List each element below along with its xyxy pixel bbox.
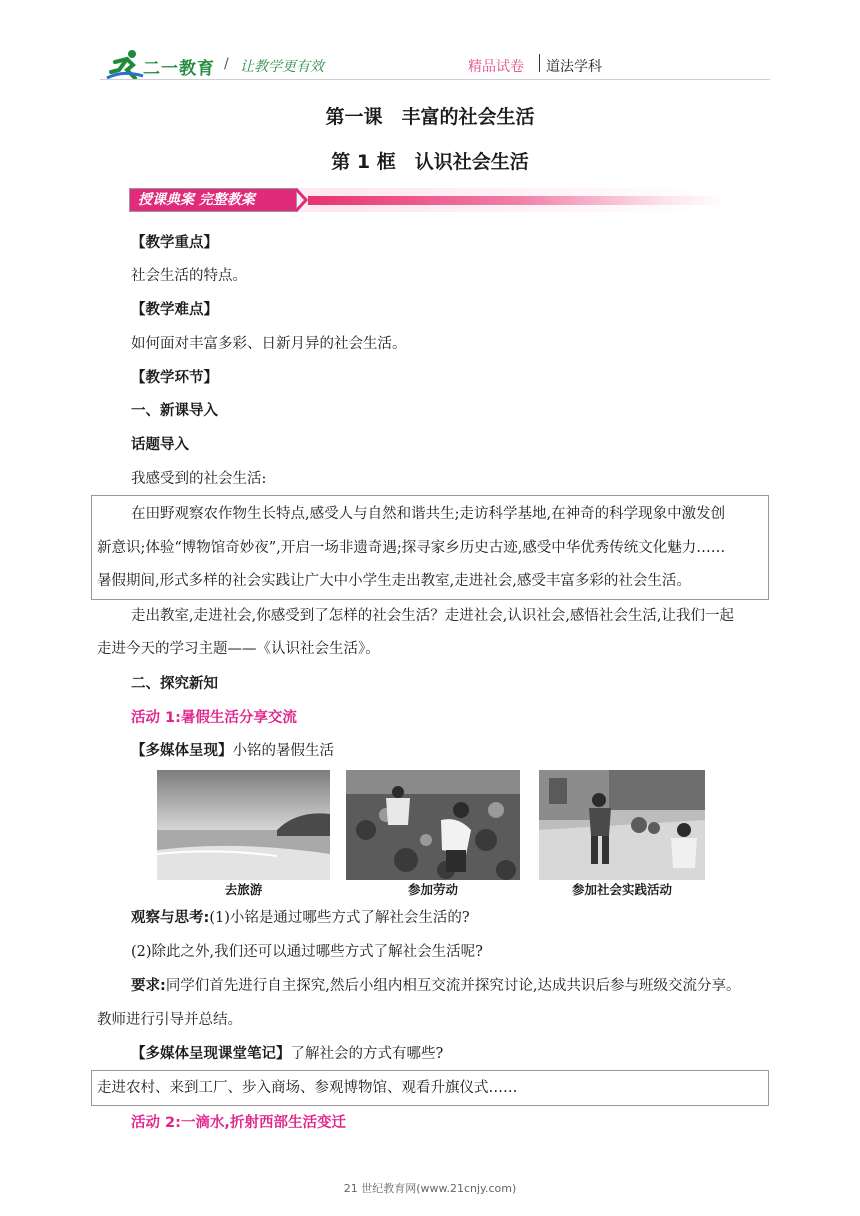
page-footer: 21 世纪教育网(www.21cnjy.com) (343, 1182, 517, 1195)
intro-paragraph-line-1: 走出教室,走进社会,你感受到了怎样的社会生活？走进社会,认识社会,感悟社会生活,让我们一起 (131, 608, 735, 624)
difficulty-text: 如何面对丰富多彩、日新月异的社会生活。 (131, 336, 407, 352)
requirement-text: 同学们首先进行自主探究,然后小组内相互交流并探究讨论,达成共识后参与班级交流分享。 (165, 978, 741, 994)
photo-social-practice (539, 770, 705, 880)
banner-label: 授课典案 完整教案 (129, 188, 297, 212)
feel-text: 我感受到的社会生活: (131, 471, 267, 487)
media-1-line (131, 741, 334, 761)
photo-travel (157, 770, 330, 880)
header-rule (100, 79, 770, 80)
runner-logo-icon (105, 48, 145, 82)
notes-text: 走进农村、来到工厂、步入商场、参观博物馆、观看升旗仪式…… (97, 1080, 518, 1096)
frame-title: 第 1 框 认识社会生活 (331, 151, 529, 173)
header-tag-subject: 道法学科 (546, 59, 602, 75)
header-separator (539, 54, 540, 72)
caption-labor: 参加劳动 (407, 882, 458, 897)
steps-heading: 【教学环节】 (131, 370, 218, 386)
caption-social-practice: 参加社会实践活动 (571, 882, 672, 897)
observe-line (131, 908, 470, 928)
media-1-text: 小铭的暑假生活 (232, 743, 334, 759)
media-2-line (131, 1044, 443, 1064)
media-2-label: 【多媒体呈现课堂笔记】 (131, 1046, 291, 1062)
slogan: 让教学更有效 (240, 59, 324, 75)
difficulty-heading: 【教学难点】 (131, 302, 218, 318)
lesson-title: 第一课 丰富的社会生活 (325, 106, 535, 128)
key-points-heading: 【教学重点】 (131, 235, 218, 251)
photo-labor (346, 770, 520, 880)
observe-question-1: (1)小铭是通过哪些方式了解社会生活的? (209, 910, 470, 926)
section-intro-heading: 一、新课导入 (131, 403, 218, 419)
chevron-right-icon (295, 188, 309, 212)
activity-2-heading: 活动 2:一滴水,折射西部生活变迁 (131, 1115, 346, 1131)
requirement-line-2: 教师进行引导并总结。 (97, 1012, 242, 1028)
media-1-label: 【多媒体呈现】 (131, 743, 233, 759)
slogan-divider: / (224, 56, 229, 72)
section-explore-heading: 二、探究新知 (131, 676, 218, 692)
activity-1-heading: 活动 1:暑假生活分享交流 (131, 710, 297, 726)
quote-line-1: 在田野观察农作物生长特点,感受人与自然和谐共生;走访科学基地,在神奇的科学现象中激发创 (131, 506, 726, 522)
observe-question-2: (2)除此之外,我们还可以通过哪些方式了解社会生活呢? (131, 944, 483, 960)
media-2-text: 了解社会的方式有哪些? (290, 1046, 444, 1062)
header-tag-quality: 精品试卷 (468, 59, 524, 75)
quote-line-3: 暑假期间,形式多样的社会实践让广大中小学生走出教室,走进社会,感受丰富多彩的社会生活。 (97, 573, 691, 589)
requirement-line (131, 976, 741, 996)
banner-gradient-bar (308, 196, 728, 205)
intro-paragraph-line-2: 走进今天的学习主题——《认识社会生活》。 (97, 641, 380, 657)
topic-heading: 话题导入 (131, 437, 189, 453)
requirement-label: 要求: (131, 978, 166, 994)
logo-text: 二一教育 (143, 59, 215, 79)
caption-travel: 去旅游 (224, 882, 263, 897)
key-points-text: 社会生活的特点。 (131, 268, 247, 284)
quote-line-2: 新意识;体验“博物馆奇妙夜”,开启一场非遗奇遇;探寻家乡历史古迹,感受中华优秀传统文化魅力…… (97, 540, 726, 556)
observe-label: 观察与思考: (131, 910, 210, 926)
